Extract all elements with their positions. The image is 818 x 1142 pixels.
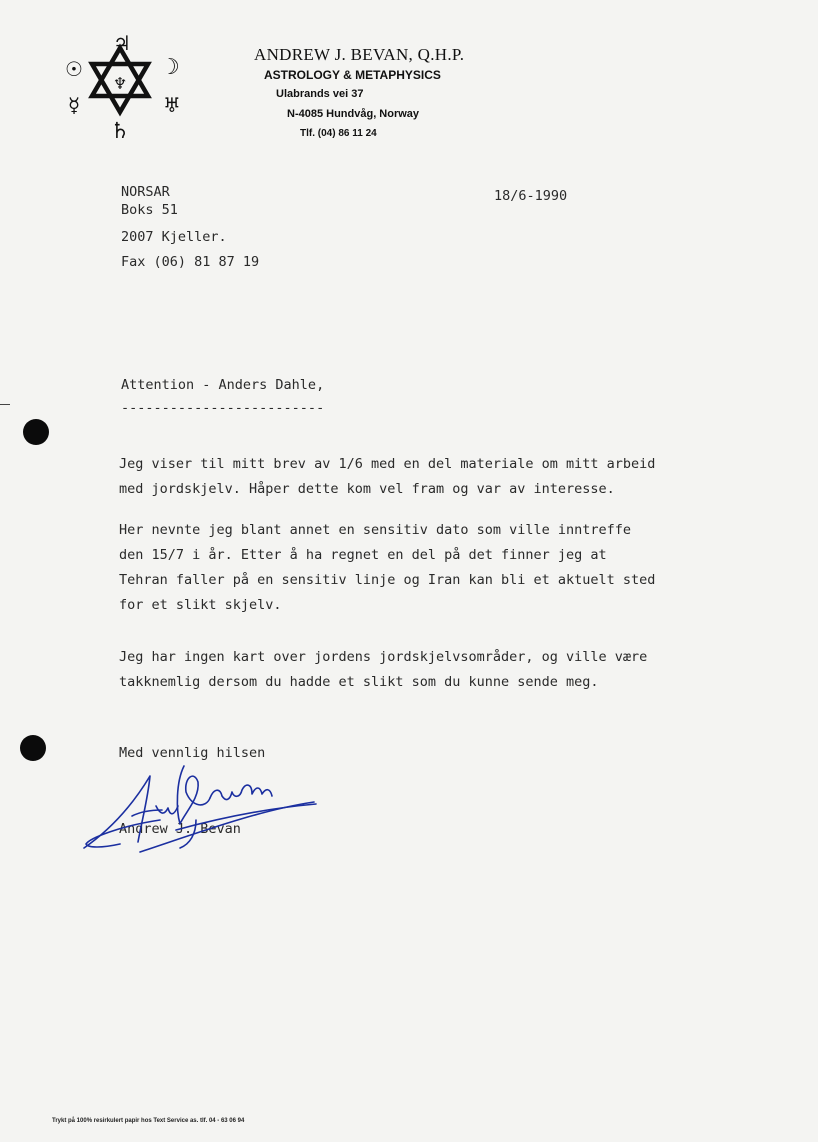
letterhead-name: ANDREW J. BEVAN, Q.H.P. — [254, 45, 465, 64]
letter-date: 18/6-1990 — [494, 188, 568, 204]
body-line: takknemlig dersom du hadde et slikt som du kunne sende meg. — [119, 674, 599, 690]
sun-glyph: ☉ — [65, 57, 83, 81]
moon-glyph: ☽ — [160, 55, 180, 80]
punch-hole — [20, 735, 46, 761]
body-line: Her nevnte jeg blant annet en sensitiv dato som ville inntreffe — [119, 522, 632, 538]
attention-underline: ------------------------- — [121, 400, 325, 416]
saturn-glyph: ♄ — [110, 119, 130, 144]
punch-hole — [23, 419, 49, 445]
body-line: med jordskjelv. Håper dette kom vel fram og var av interesse. — [119, 481, 615, 497]
body-line: Jeg viser til mitt brev av 1/6 med en del materiale om mitt arbeid — [119, 456, 656, 472]
body-line: Tehran faller på en sensitiv linje og Iran kan bli et aktuelt sted — [119, 572, 656, 588]
body-line: for et slikt skjelv. — [119, 597, 282, 613]
recipient-city: 2007 Kjeller. — [121, 229, 227, 245]
print-footer: Trykt på 100% resirkulert papir hos Text Service as. tlf. 04 - 63 06 94 — [52, 1118, 245, 1124]
body-paragraph-1 — [119, 452, 655, 502]
body-line: den 15/7 i år. Etter å ha regnet en del på det finner jeg at — [119, 547, 607, 563]
mercury-glyph: ☿ — [67, 93, 81, 117]
hexagram-logo-icon — [60, 28, 190, 153]
handwritten-signature-icon — [80, 758, 320, 858]
letterhead-city: N-4085 Hundvåg, Norway — [287, 108, 420, 120]
signer-name: Andrew J. Bevan — [119, 821, 241, 837]
attention-line: Attention - Anders Dahle, — [121, 377, 325, 393]
body-paragraph-2 — [119, 518, 655, 618]
uranus-glyph: ♅ — [163, 93, 181, 117]
closing-line: Med vennlig hilsen — [119, 745, 266, 761]
recipient-org: NORSAR — [121, 184, 170, 200]
body-paragraph-3 — [119, 645, 647, 695]
fold-mark — [0, 404, 10, 405]
letterhead-street: Ulabrands vei 37 — [276, 88, 364, 100]
body-line: Jeg har ingen kart over jordens jordskjelvsområder, og ville være — [119, 649, 648, 665]
letterhead-phone: Tlf. (04) 86 11 24 — [300, 128, 377, 139]
neptune-glyph: ♆ — [112, 74, 128, 93]
jupiter-glyph: ♃ — [113, 31, 131, 55]
recipient-fax: Fax (06) 81 87 19 — [121, 254, 260, 270]
letterhead-subtitle: ASTROLOGY & METAPHYSICS — [264, 68, 441, 82]
recipient-box: Boks 51 — [121, 202, 178, 218]
